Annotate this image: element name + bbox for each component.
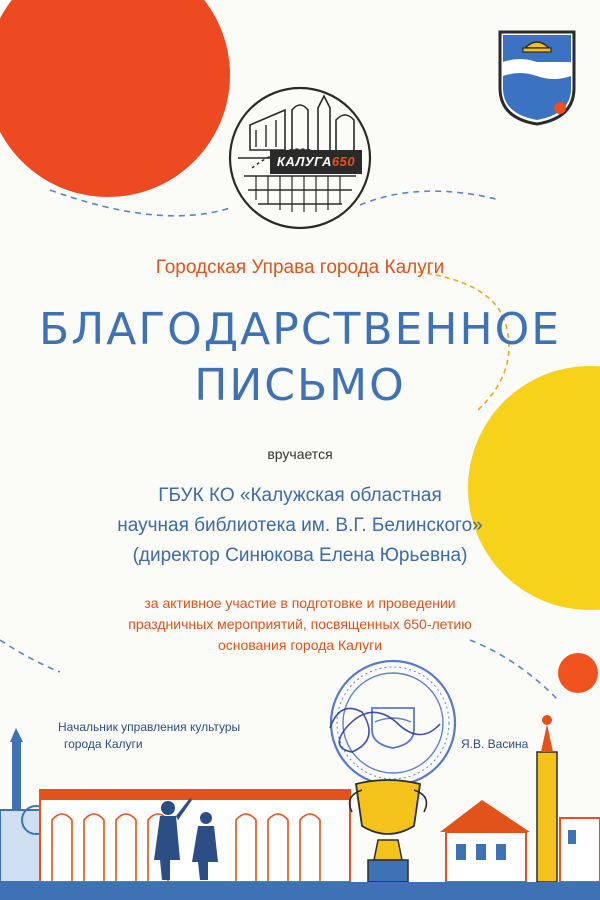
signatory-title-line-1: Начальник управления культуры xyxy=(58,720,241,734)
roof xyxy=(440,800,530,832)
reason-line-2: праздничных мероприятий, посвященных 650-летию xyxy=(128,616,472,632)
signatory-title-line-2: города Калуги xyxy=(64,737,143,751)
issuer-heading: Городская Управа города Калуги xyxy=(155,257,445,278)
reason-line-3: основания города Калуги xyxy=(217,637,383,653)
title-line-2: ПИСЬМО xyxy=(194,360,406,411)
logo-number: 650 xyxy=(331,154,356,169)
awarded-text: вручается xyxy=(267,446,333,462)
reason-line-1: за активное участие в подготовке и проведении xyxy=(144,595,456,611)
title-line-1: БЛАГОДАРСТВЕННОЕ xyxy=(38,304,562,355)
logo-city: КАЛУГА xyxy=(276,154,332,169)
ground-band xyxy=(0,882,600,900)
trophy-cup xyxy=(350,780,427,882)
recipient-line-3: (директор Синюкова Елена Юрьевна) xyxy=(132,545,468,566)
recipient-line-2: научная библиотека им. В.Г. Белинского» xyxy=(117,515,483,536)
column-monument xyxy=(537,752,557,882)
recipient-line-1: ГБУК КО «Калужская областная xyxy=(158,485,442,506)
signatory-name: Я.В. Васина xyxy=(461,737,529,751)
arcade-building xyxy=(40,790,350,882)
